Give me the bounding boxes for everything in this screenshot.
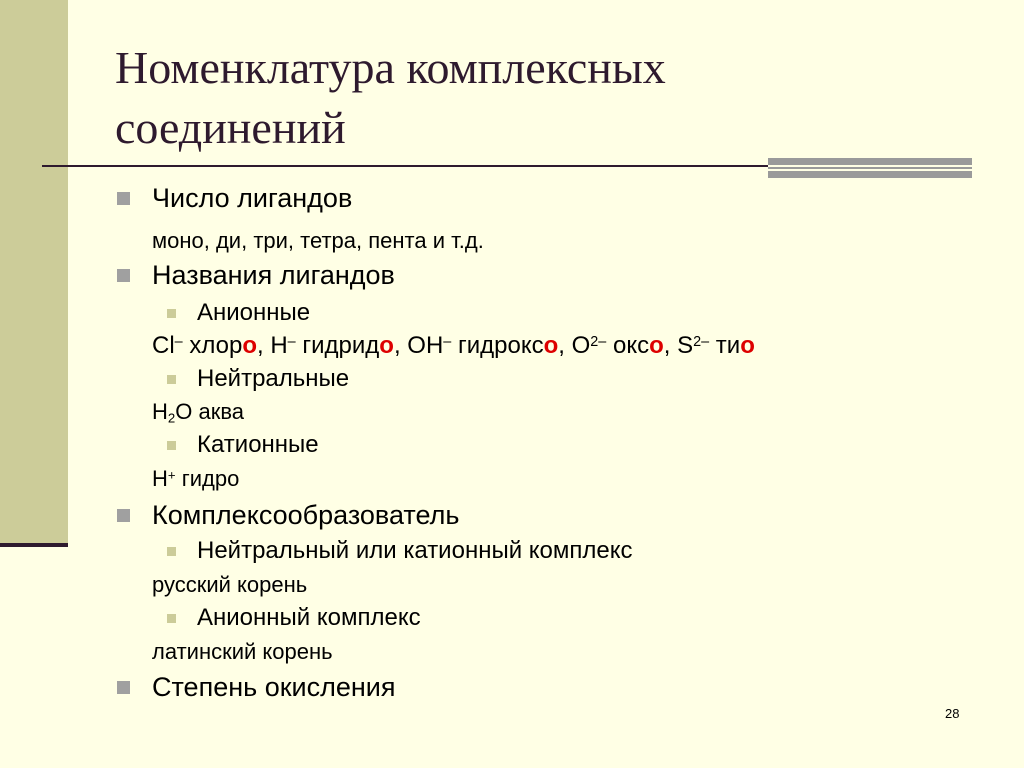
neutral-sub: 2 — [167, 410, 176, 426]
item-latin-root: латинский корень — [152, 639, 333, 664]
oh-stem: гидрокс — [451, 332, 544, 359]
o-stem: окс — [606, 332, 650, 359]
item-anionic-complex: Анионный комплекс — [197, 604, 421, 631]
anionic-examples — [152, 332, 755, 360]
o-ending: о — [649, 332, 664, 359]
sub-bullet-square-icon — [167, 309, 176, 318]
item-ligand-names: Названия лигандов — [152, 260, 395, 290]
s-symbol: , S — [663, 332, 694, 359]
h-symbol: , H — [257, 332, 288, 359]
bullet-square-icon — [117, 681, 130, 694]
left-decor-bar — [0, 0, 68, 545]
s-ending: о — [740, 332, 755, 359]
cationic-rest: гидро — [175, 466, 240, 491]
s-charge: 2– — [693, 333, 710, 350]
item-cationic: Катионные — [197, 431, 319, 458]
item-num-prefixes: моно, ди, три, тетра, пента и т.д. — [152, 228, 484, 253]
item-anionic: Анионные — [197, 299, 311, 326]
neutral-rest: O аква — [175, 399, 244, 424]
slide-title: Номенклатура комплексных соединений — [115, 42, 666, 153]
item-neutral-cationic-complex: Нейтральный или катионный комплекс — [197, 537, 633, 564]
page-number: 28 — [945, 706, 960, 721]
item-oxidation-state: Степень окисления — [152, 672, 396, 702]
cl-symbol: Cl — [152, 332, 175, 359]
o-symbol: , O — [558, 332, 591, 359]
cationic-h: H — [152, 466, 168, 491]
sub-bullet-square-icon — [167, 614, 176, 623]
item-central-atom: Комплексообразователь — [152, 500, 460, 530]
neutral-h: H — [152, 399, 168, 424]
sub-bullet-square-icon — [167, 547, 176, 556]
item-neutral: Нейтральные — [197, 365, 350, 392]
oh-ending: о — [543, 332, 559, 359]
left-decor-line — [0, 543, 68, 547]
sub-bullet-square-icon — [167, 441, 176, 450]
cl-ending: о — [242, 332, 257, 359]
title-rule-accent — [768, 158, 972, 178]
cl-charge: – — [174, 333, 183, 350]
h-ending: о — [379, 332, 394, 359]
cationic-charge: + — [167, 467, 176, 483]
sub-bullet-square-icon — [167, 375, 176, 384]
s-stem: ти — [709, 332, 741, 359]
bullet-square-icon — [117, 192, 130, 205]
oh-charge: – — [443, 333, 452, 350]
cl-stem: хлор — [182, 332, 243, 359]
cationic-example — [152, 466, 239, 492]
item-russian-root: русский корень — [152, 572, 308, 597]
bullet-square-icon — [117, 509, 130, 522]
h-charge: – — [287, 333, 296, 350]
bullet-square-icon — [117, 269, 130, 282]
neutral-example — [152, 399, 244, 425]
oh-symbol: , OH — [393, 332, 444, 359]
item-num-ligands: Число лигандов — [152, 183, 353, 213]
h-stem: гидрид — [295, 332, 380, 359]
o-charge: 2– — [590, 333, 607, 350]
